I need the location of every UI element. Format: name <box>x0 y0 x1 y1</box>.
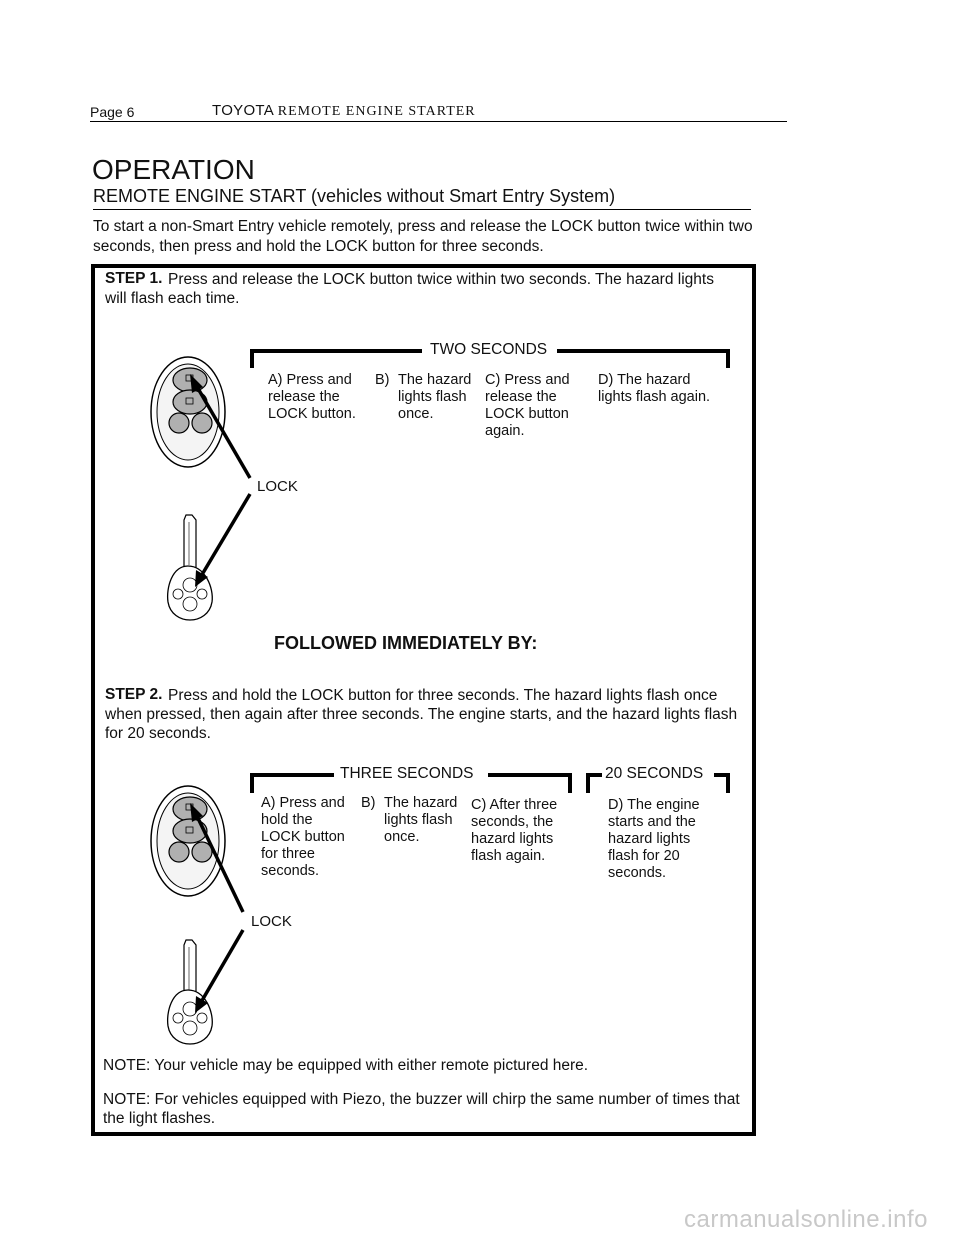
step2-span1-label: THREE SECONDS <box>336 765 478 783</box>
step2-item-d: D) The engine starts and the hazard lights flash for 20 seconds. <box>608 797 700 881</box>
watermark: carmanualsonline.info <box>684 1206 928 1233</box>
step2-span2-label: 20 SECONDS <box>602 765 706 783</box>
step1-lock-label: LOCK <box>257 478 298 495</box>
step1-item-b: The hazard lights flash once. <box>398 372 472 422</box>
key-fob-icon <box>151 786 225 896</box>
step1-span-label: TWO SECONDS <box>424 341 553 359</box>
intro-paragraph: To start a non-Smart Entry vehicle remotely, press and release the LOCK button twice within two seconds, then press and hold the LOCK button for three seconds. <box>93 218 753 255</box>
note-piezo: NOTE: For vehicles equipped with Piezo, the buzzer will chirp the same number of times that the light flashes. <box>103 1091 740 1127</box>
step2-item-a: A) Press and hold the LOCK button for three seconds. <box>261 795 345 879</box>
product-name: REMOTE ENGINE STARTER <box>277 104 476 119</box>
brand-name: TOYOTA <box>212 102 274 119</box>
step2-item-b-letter: B) <box>361 795 376 811</box>
section-subtitle: REMOTE ENGINE START (vehicles without Smart Entry System) <box>93 186 616 206</box>
step1-item-a: A) Press and release the LOCK button. <box>268 372 356 422</box>
followed-by-heading: FOLLOWED IMMEDIATELY BY: <box>274 633 538 653</box>
step1-item-b-letter: B) <box>375 372 390 388</box>
step2-lock-label: LOCK <box>251 913 292 930</box>
step1-text-content: Press and release the LOCK button twice within two seconds. The hazard lights will flash each time. <box>105 271 714 307</box>
step2-text-content: Press and hold the LOCK button for three seconds. The hazard lights flash once when pressed, then again after three seconds. The engine starts, and the hazard lights flash for 20 seconds. <box>105 687 738 742</box>
section-title: OPERATION <box>92 154 255 185</box>
step2-item-c: C) After three seconds, the hazard lights flash again. <box>471 797 558 864</box>
key-fob-icon <box>151 357 225 467</box>
page-number: Page 6 <box>90 104 135 120</box>
step1-item-d: D) The hazard lights flash again. <box>598 372 711 405</box>
step1-label: STEP 1. <box>105 270 163 287</box>
step2-item-b: The hazard lights flash once. <box>384 795 458 845</box>
step1-item-c: C) Press and release the LOCK button again. <box>485 372 570 439</box>
step2-label: STEP 2. <box>105 686 163 703</box>
note-remote: NOTE: Your vehicle may be equipped with either remote pictured here. <box>103 1057 589 1074</box>
step2-text <box>105 686 740 743</box>
